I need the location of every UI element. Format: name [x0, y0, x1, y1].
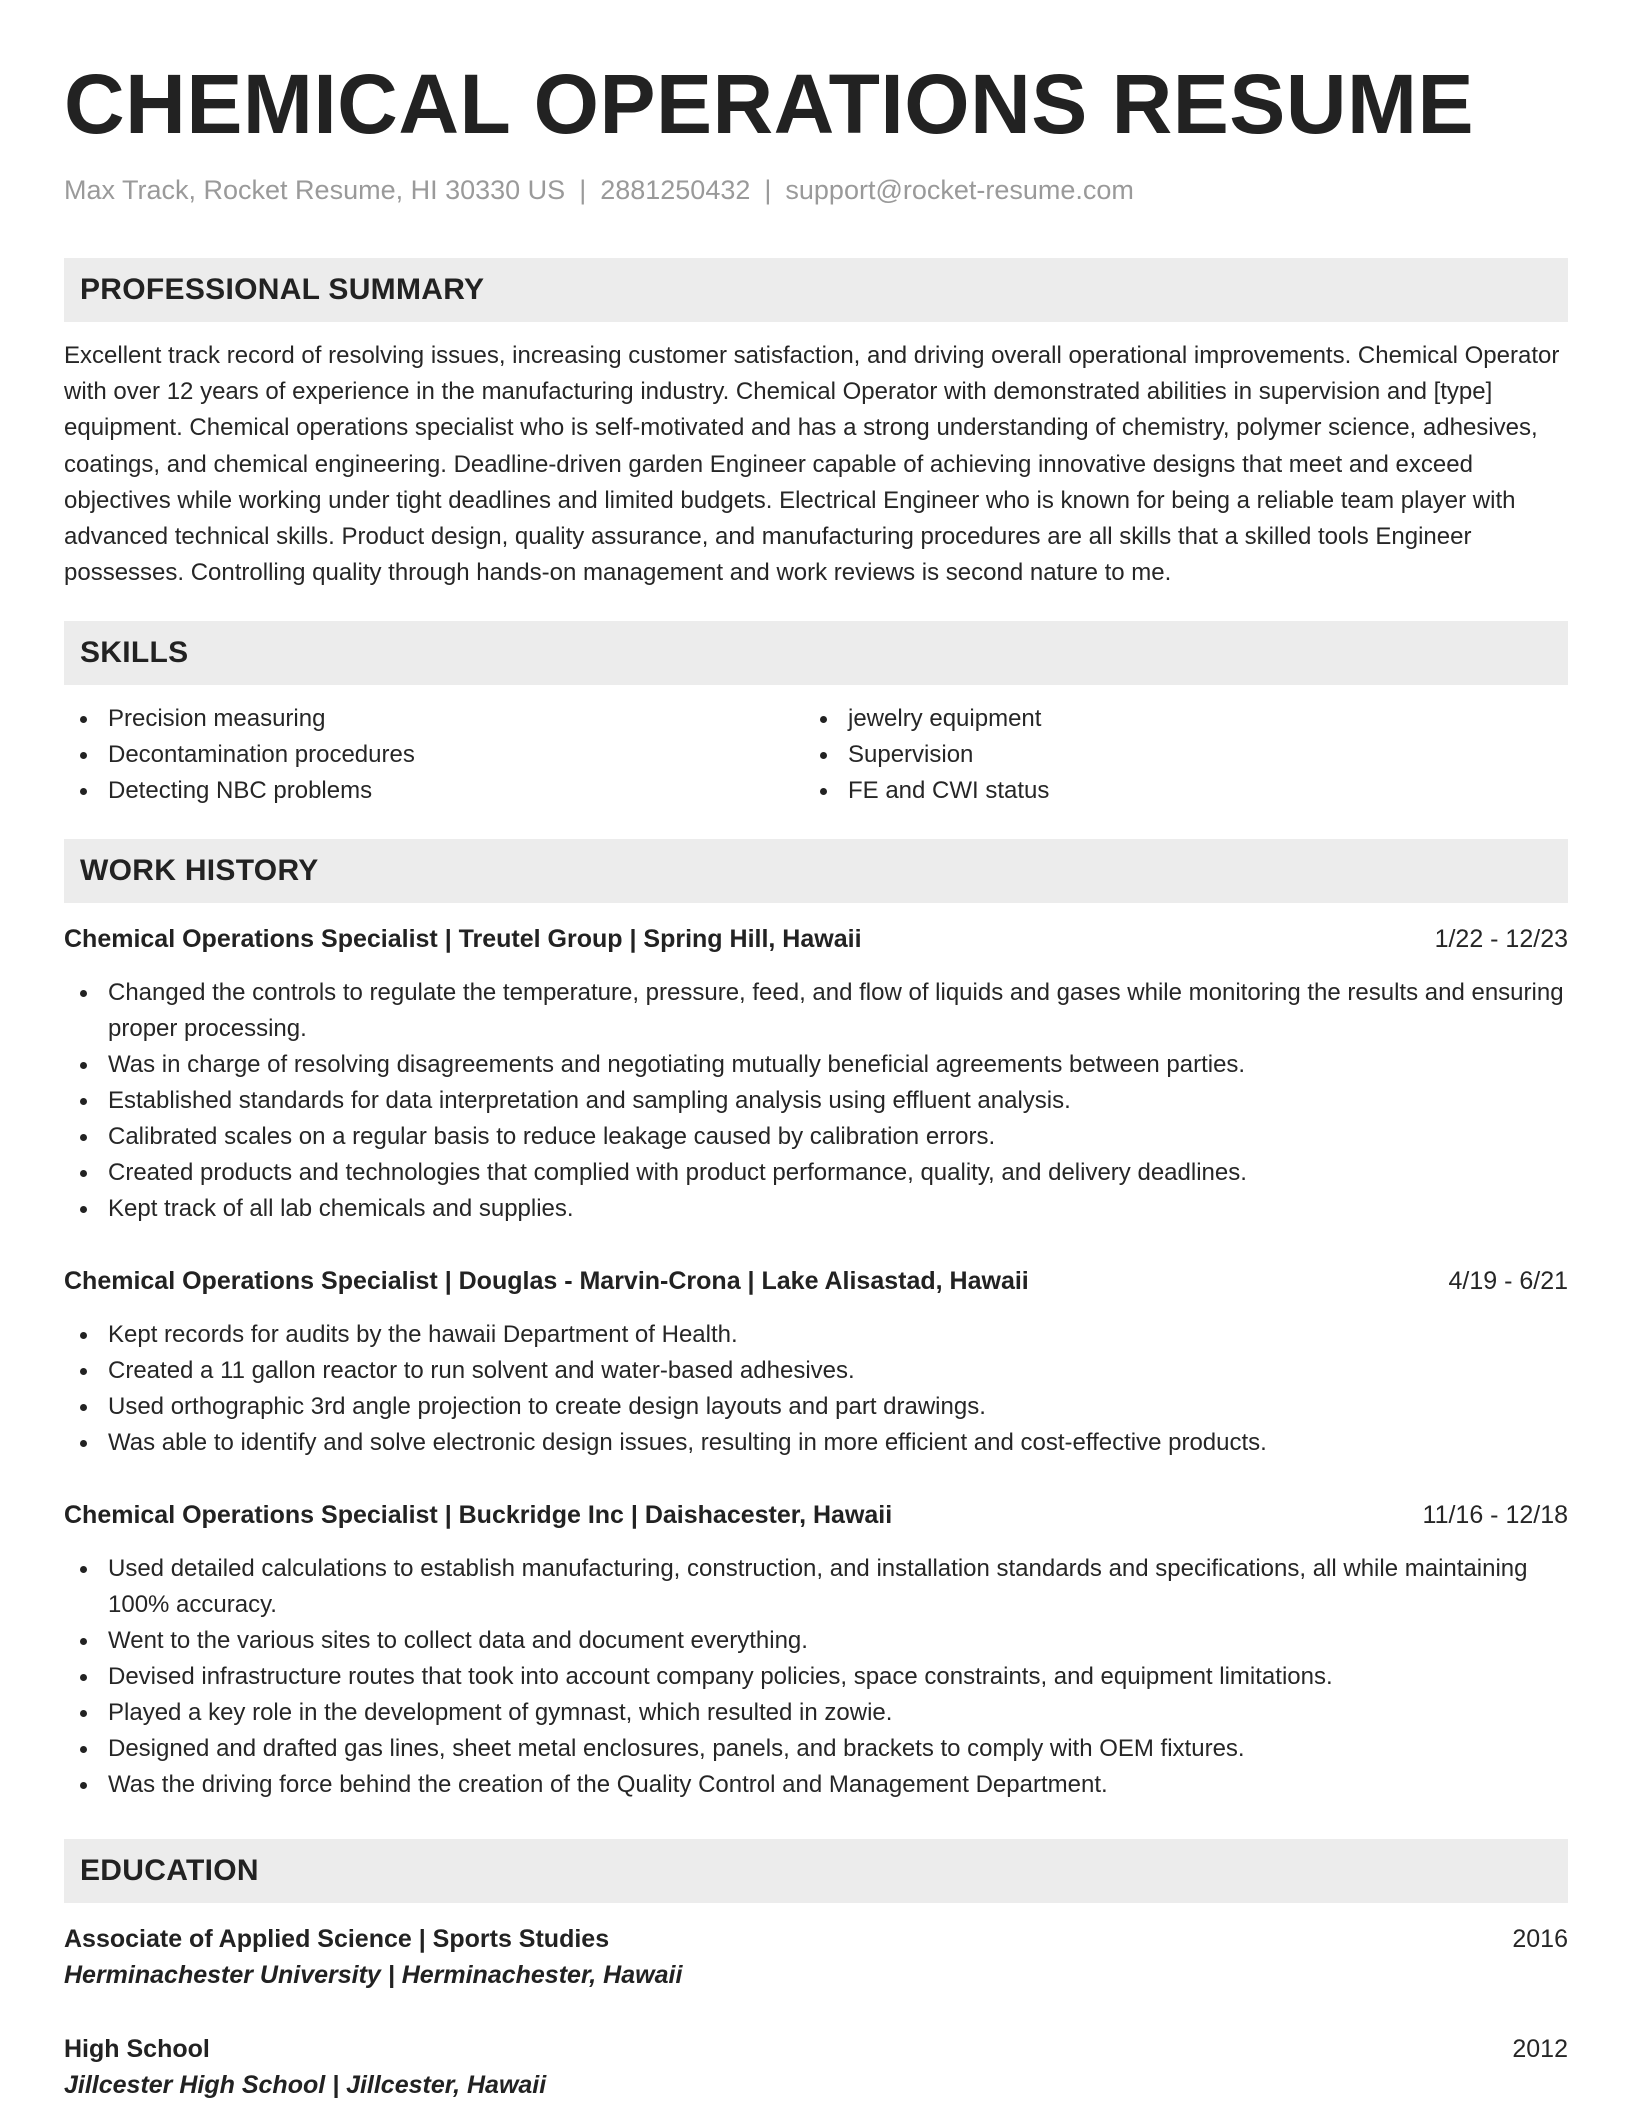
- job-title: Chemical Operations Specialist | Douglas - Marvin-Crona | Lake Alisastad, Hawaii: [64, 1267, 1029, 1296]
- skill-item: Decontamination procedures: [64, 737, 804, 773]
- skills-column-right: [804, 701, 1544, 809]
- education-header: [64, 1921, 1568, 1957]
- job-bullet: Established standards for data interpretation and sampling analysis using effluent analysis.: [64, 1083, 1568, 1119]
- section-header-education: EDUCATION: [64, 1839, 1568, 1903]
- education-header: [64, 2031, 1568, 2067]
- job-bullet: Was able to identify and solve electronic design issues, resulting in more efficient and cost-effective products.: [64, 1425, 1568, 1461]
- education-school: Jillcester High School | Jillcester, Hawaii: [64, 2071, 547, 2100]
- job-dates: 4/19 - 6/21: [1448, 1267, 1568, 1296]
- job-bullet: Devised infrastructure routes that took into account company policies, space constraints, and equipment limitations.: [64, 1659, 1568, 1695]
- contact-address: Max Track, Rocket Resume, HI 30330 US: [64, 175, 566, 205]
- job-bullet: Was the driving force behind the creation of the Quality Control and Management Department.: [64, 1767, 1568, 1803]
- education-school: Herminachester University | Herminachester, Hawaii: [64, 1961, 683, 1990]
- job-title: Chemical Operations Specialist | Treutel Group | Spring Hill, Hawaii: [64, 925, 862, 954]
- contact-phone: 2881250432: [600, 175, 751, 205]
- job-bullet: Used orthographic 3rd angle projection to create design layouts and part drawings.: [64, 1389, 1568, 1425]
- job-bullet: Was in charge of resolving disagreements and negotiating mutually beneficial agreements between parties.: [64, 1047, 1568, 1083]
- job-bullets: [64, 1317, 1568, 1461]
- job-bullets: [64, 1551, 1568, 1803]
- education-degree: Associate of Applied Science | Sports Studies: [64, 1925, 610, 1954]
- skill-item: Precision measuring: [64, 701, 804, 737]
- job-bullet: Designed and drafted gas lines, sheet metal enclosures, panels, and brackets to comply with OEM fixtures.: [64, 1731, 1568, 1767]
- skills-list: [64, 701, 1568, 809]
- section-header-skills: SKILLS: [64, 621, 1568, 685]
- resume-title: CHEMICAL OPERATIONS RESUME: [64, 57, 1474, 151]
- contact-separator: |: [764, 175, 772, 205]
- job-bullet: Used detailed calculations to establish manufacturing, construction, and installation standards and specifications, all while maintaining 100% accuracy.: [64, 1551, 1568, 1623]
- job-bullet: Created products and technologies that complied with product performance, quality, and delivery deadlines.: [64, 1155, 1568, 1191]
- skill-item: Detecting NBC problems: [64, 773, 804, 809]
- skill-item: FE and CWI status: [804, 773, 1544, 809]
- skill-item: jewelry equipment: [804, 701, 1544, 737]
- job-entry: [64, 1497, 1568, 1803]
- job-header: [64, 1263, 1568, 1299]
- job-bullet: Kept records for audits by the hawaii Department of Health.: [64, 1317, 1568, 1353]
- job-dates: 1/22 - 12/23: [1434, 925, 1568, 954]
- job-bullet: Changed the controls to regulate the temperature, pressure, feed, and flow of liquids and gases while monitoring the results and ensuring proper processing.: [64, 975, 1568, 1047]
- skill-item: Supervision: [804, 737, 1544, 773]
- contact-separator: |: [579, 175, 587, 205]
- job-bullet: Went to the various sites to collect data and document everything.: [64, 1623, 1568, 1659]
- job-entry: [64, 921, 1568, 1227]
- job-dates: 11/16 - 12/18: [1422, 1501, 1568, 1530]
- education-entry: [64, 1921, 1568, 1993]
- summary-text: Excellent track record of resolving issues, increasing customer satisfaction, and driving overall operational improvements. Chemical Operator with over 12 years of experience in the manufacturing industry. Chemical Operator with demonstrated abilities in supervision and [type] equipment. Chemical operations specialist who is self-motivated and has a strong understanding of chemistry, polymer science, adhesives, coatings, and chemical engineering. Deadline-driven garden Engineer capable of achieving innovative designs that meet and exceed objectives while working under tight deadlines and limited budgets. Electrical Engineer who is known for being a reliable team player with advanced technical skills. Product design, quality assurance, and manufacturing procedures are all skills that a skilled tools Engineer possesses. Controlling quality through hands-on management and work reviews is second nature to me.: [64, 342, 1560, 587]
- skills-column-left: [64, 701, 804, 809]
- job-header: [64, 921, 1568, 957]
- job-entry: [64, 1263, 1568, 1461]
- job-bullets: [64, 975, 1568, 1227]
- job-bullet: Kept track of all lab chemicals and supplies.: [64, 1191, 1568, 1227]
- job-bullet: Calibrated scales on a regular basis to reduce leakage caused by calibration errors.: [64, 1119, 1568, 1155]
- education-degree: High School: [64, 2035, 210, 2064]
- education-year: 2012: [1512, 2035, 1568, 2064]
- job-header: [64, 1497, 1568, 1533]
- section-header-work-history: WORK HISTORY: [64, 839, 1568, 903]
- section-header-summary: PROFESSIONAL SUMMARY: [64, 258, 1568, 322]
- job-bullet: Played a key role in the development of gymnast, which resulted in zowie.: [64, 1695, 1568, 1731]
- job-bullet: Created a 11 gallon reactor to run solvent and water-based adhesives.: [64, 1353, 1568, 1389]
- contact-line: [64, 172, 1568, 208]
- education-year: 2016: [1512, 1925, 1568, 1954]
- education-entry: [64, 2031, 1568, 2103]
- contact-email: support@rocket-resume.com: [785, 175, 1134, 205]
- job-title: Chemical Operations Specialist | Buckridge Inc | Daishacester, Hawaii: [64, 1501, 893, 1530]
